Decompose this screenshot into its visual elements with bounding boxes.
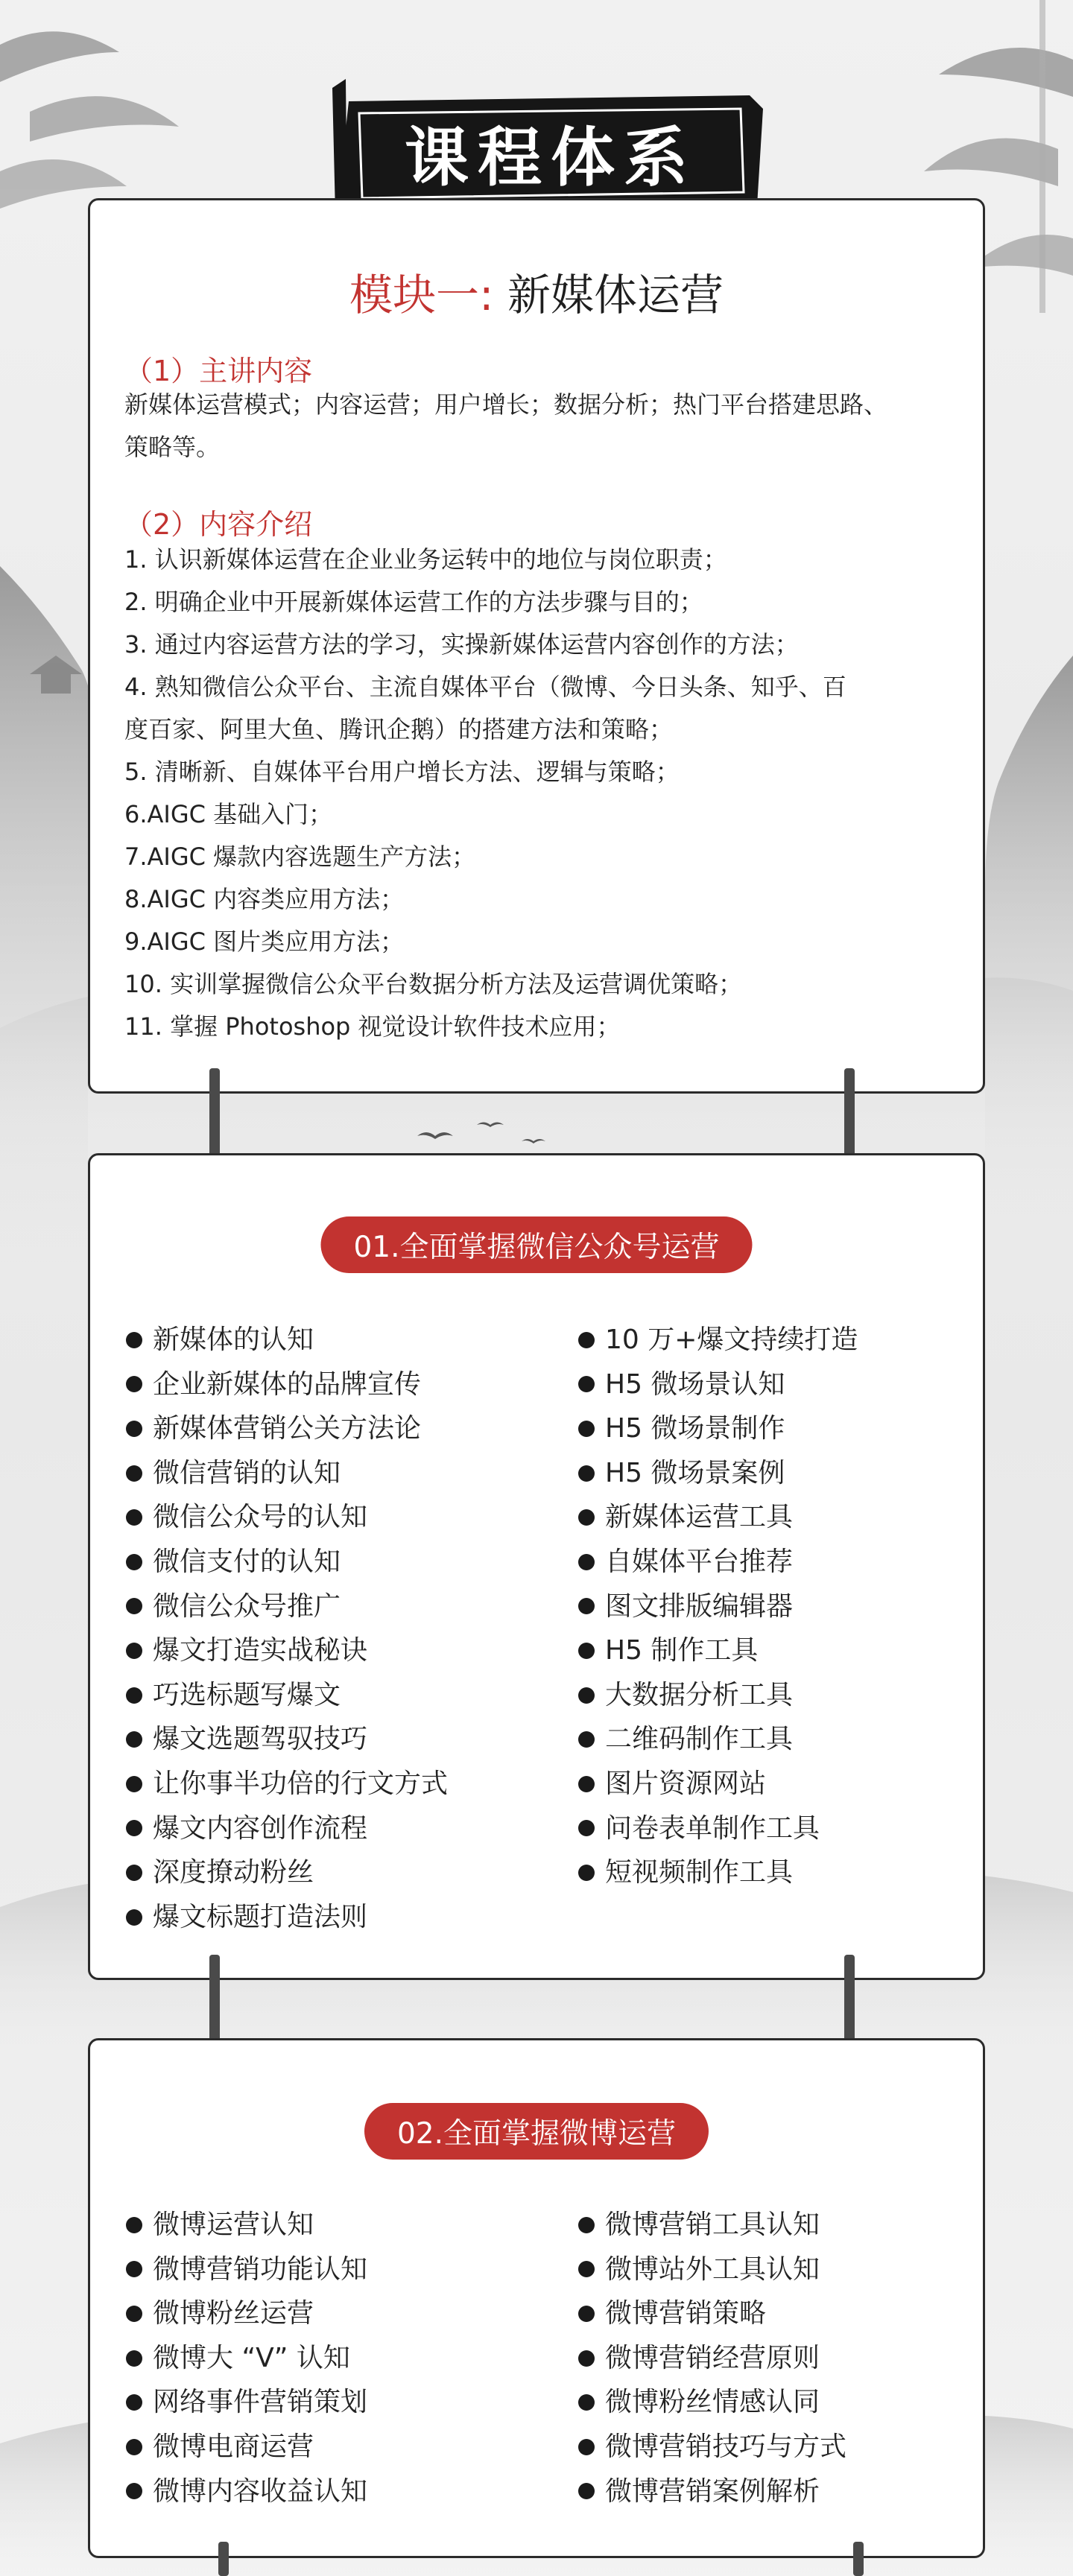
- bullet-icon: [126, 1820, 142, 1836]
- section-heading-main-content: （1）主讲内容: [124, 355, 313, 387]
- list-item: 微博大 “V” 认知: [126, 2336, 367, 2381]
- list-item: 问卷表单制作工具: [578, 1806, 858, 1851]
- bullet-icon: [578, 1776, 595, 1792]
- bullet-icon: [126, 1465, 142, 1482]
- list-item: 10 万+爆文持续打造: [578, 1318, 858, 1362]
- list-item: 深度撩动粉丝: [126, 1850, 448, 1895]
- bullet-icon: [126, 2394, 142, 2411]
- bullet-icon: [578, 1598, 595, 1614]
- bullet-icon: [578, 1509, 595, 1526]
- intro-line: 2. 明确企业中开展新媒体运营工作的方法步骤与目的；: [124, 588, 703, 616]
- page-title: 课程体系: [405, 120, 697, 195]
- list-item: 让你事半功倍的行文方式: [126, 1762, 448, 1806]
- list-item: 爆文内容创作流程: [126, 1806, 448, 1851]
- weibo-topics-left: [126, 2203, 367, 2513]
- bullet-icon: [578, 1687, 595, 1704]
- list-item: H5 微场景制作: [578, 1406, 858, 1451]
- intro-line: 6.AIGC 基础入门；: [124, 800, 333, 828]
- bullet-icon: [126, 1776, 142, 1792]
- list-item: 图片资源网站: [578, 1762, 858, 1806]
- bullet-icon: [126, 1865, 142, 1881]
- list-item: 大数据分析工具: [578, 1673, 858, 1718]
- list-item: 爆文打造实战秘诀: [126, 1628, 448, 1673]
- intro-line: 5. 清晰新、自媒体平台用户增长方法、逻辑与策略；: [124, 758, 680, 786]
- bullet-icon: [578, 2350, 595, 2367]
- list-item: H5 制作工具: [578, 1628, 858, 1673]
- weibo-topics-right: [578, 2203, 846, 2513]
- bullet-icon: [578, 2439, 595, 2455]
- intro-line: 9.AIGC 图片类应用方法；: [124, 927, 405, 956]
- list-item: 二维码制作工具: [578, 1717, 858, 1762]
- list-item: 微博营销技巧与方式: [578, 2425, 846, 2469]
- bullet-icon: [126, 2483, 142, 2499]
- intro-line: 10. 实训掌握微信公众平台数据分析方法及运营调优策略；: [124, 970, 743, 998]
- intro-line: 1. 认识新媒体运营在企业业务运转中的地位与岗位职责；: [124, 545, 727, 574]
- section-title-pill-weibo: 02.全面掌握微博运营: [364, 2103, 709, 2160]
- bullet-icon: [126, 1554, 142, 1570]
- intro-line: 8.AIGC 内容类应用方法；: [124, 885, 405, 913]
- bullet-icon: [126, 1598, 142, 1614]
- section-heading-introduction: （2）内容介绍: [124, 508, 313, 541]
- bullet-icon: [578, 2217, 595, 2233]
- wechat-topics-right: [578, 1318, 858, 1895]
- list-item: 企业新媒体的品牌宣传: [126, 1362, 448, 1407]
- list-item: 微博粉丝运营: [126, 2291, 367, 2336]
- list-item: 自媒体平台推荐: [578, 1540, 858, 1584]
- bullet-icon: [126, 1687, 142, 1704]
- list-item: H5 微场景认知: [578, 1362, 858, 1407]
- list-item: 新媒体运营工具: [578, 1495, 858, 1540]
- intro-line: 4. 熟知微信公众平台、主流自媒体平台（微博、今日头条、知乎、百: [124, 673, 846, 701]
- bullet-icon: [126, 1332, 142, 1348]
- list-item: 爆文标题打造法则: [126, 1895, 448, 1940]
- bullet-icon: [126, 1421, 142, 1437]
- main-content-text: [124, 384, 952, 469]
- bullet-icon: [578, 1421, 595, 1437]
- bamboo-left: [0, 31, 179, 209]
- bullet-icon: [578, 1731, 595, 1748]
- list-item: 微博内容收益认知: [126, 2469, 367, 2514]
- list-item: 微博运营认知: [126, 2203, 367, 2247]
- list-item: 巧选标题写爆文: [126, 1673, 448, 1718]
- list-item: 新媒体的认知: [126, 1318, 448, 1362]
- weibo-operation-card: [88, 2038, 985, 2558]
- list-item: 短视频制作工具: [578, 1850, 858, 1895]
- list-item: 爆文选题驾驭技巧: [126, 1717, 448, 1762]
- list-item: 微博营销功能认知: [126, 2247, 367, 2292]
- list-item: 微信支付的认知: [126, 1540, 448, 1584]
- module-title: [90, 260, 983, 323]
- list-item: 网络事件营销策划: [126, 2380, 367, 2425]
- bullet-icon: [578, 2483, 595, 2499]
- bullet-icon: [578, 1376, 595, 1392]
- text-line: 新媒体运营模式；内容运营；用户增长；数据分析；热门平台搭建思路、: [124, 390, 888, 419]
- bullet-icon: [126, 1643, 142, 1659]
- section-title-pill-wechat: 01.全面掌握微信公众号运营: [320, 1216, 752, 1273]
- bullet-icon: [578, 2261, 595, 2277]
- intro-line: 11. 掌握 Photoshop 视觉设计软件技术应用；: [124, 1012, 621, 1041]
- list-item: H5 微场景案例: [578, 1451, 858, 1496]
- wechat-operation-card: [88, 1153, 985, 1980]
- bullet-icon: [126, 1509, 142, 1526]
- intro-line: 3. 通过内容运营方法的学习，实操新媒体运营内容创作的方法；: [124, 630, 799, 659]
- bullet-icon: [126, 2261, 142, 2277]
- list-item: 微博营销案例解析: [578, 2469, 846, 2514]
- bullet-icon: [578, 1643, 595, 1659]
- bullet-icon: [578, 2394, 595, 2411]
- card-connector-right: [853, 2542, 864, 2576]
- bullet-icon: [126, 1909, 142, 1926]
- bullet-icon: [126, 2306, 142, 2322]
- list-item: 新媒体营销公关方法论: [126, 1406, 448, 1451]
- bullet-icon: [578, 2306, 595, 2322]
- card-connector-left: [218, 2542, 229, 2576]
- list-item: 微博电商运营: [126, 2425, 367, 2469]
- intro-line: 度百家、阿里大鱼、腾讯企鹅）的搭建方法和策略；: [124, 715, 674, 743]
- list-item: 图文排版编辑器: [578, 1584, 858, 1629]
- list-item: 微博营销策略: [578, 2291, 846, 2336]
- list-item: 微信营销的认知: [126, 1451, 448, 1496]
- list-item: 微博营销经营原则: [578, 2336, 846, 2381]
- list-item: 微博粉丝情感认同: [578, 2380, 846, 2425]
- bullet-icon: [126, 2439, 142, 2455]
- list-item: 微信公众号的认知: [126, 1495, 448, 1540]
- bullet-icon: [578, 1554, 595, 1570]
- bullet-icon: [578, 1332, 595, 1348]
- wechat-topics-left: [126, 1318, 448, 1939]
- module-name: 新媒体运营: [507, 270, 724, 320]
- text-line: 策略等。: [124, 433, 221, 461]
- list-item: 微博站外工具认知: [578, 2247, 846, 2292]
- intro-line: 7.AIGC 爆款内容选题生产方法；: [124, 843, 476, 871]
- bullet-icon: [126, 1731, 142, 1748]
- module-one-card: [88, 198, 985, 1094]
- bullet-icon: [578, 1465, 595, 1482]
- module-number: 模块一:: [349, 270, 494, 320]
- introduction-list: [124, 539, 952, 1048]
- bullet-icon: [126, 2350, 142, 2367]
- list-item: 微信公众号推广: [126, 1584, 448, 1629]
- bullet-icon: [578, 1820, 595, 1836]
- bullet-icon: [126, 2217, 142, 2233]
- list-item: 微博营销工具认知: [578, 2203, 846, 2247]
- bullet-icon: [578, 1865, 595, 1881]
- bullet-icon: [126, 1376, 142, 1392]
